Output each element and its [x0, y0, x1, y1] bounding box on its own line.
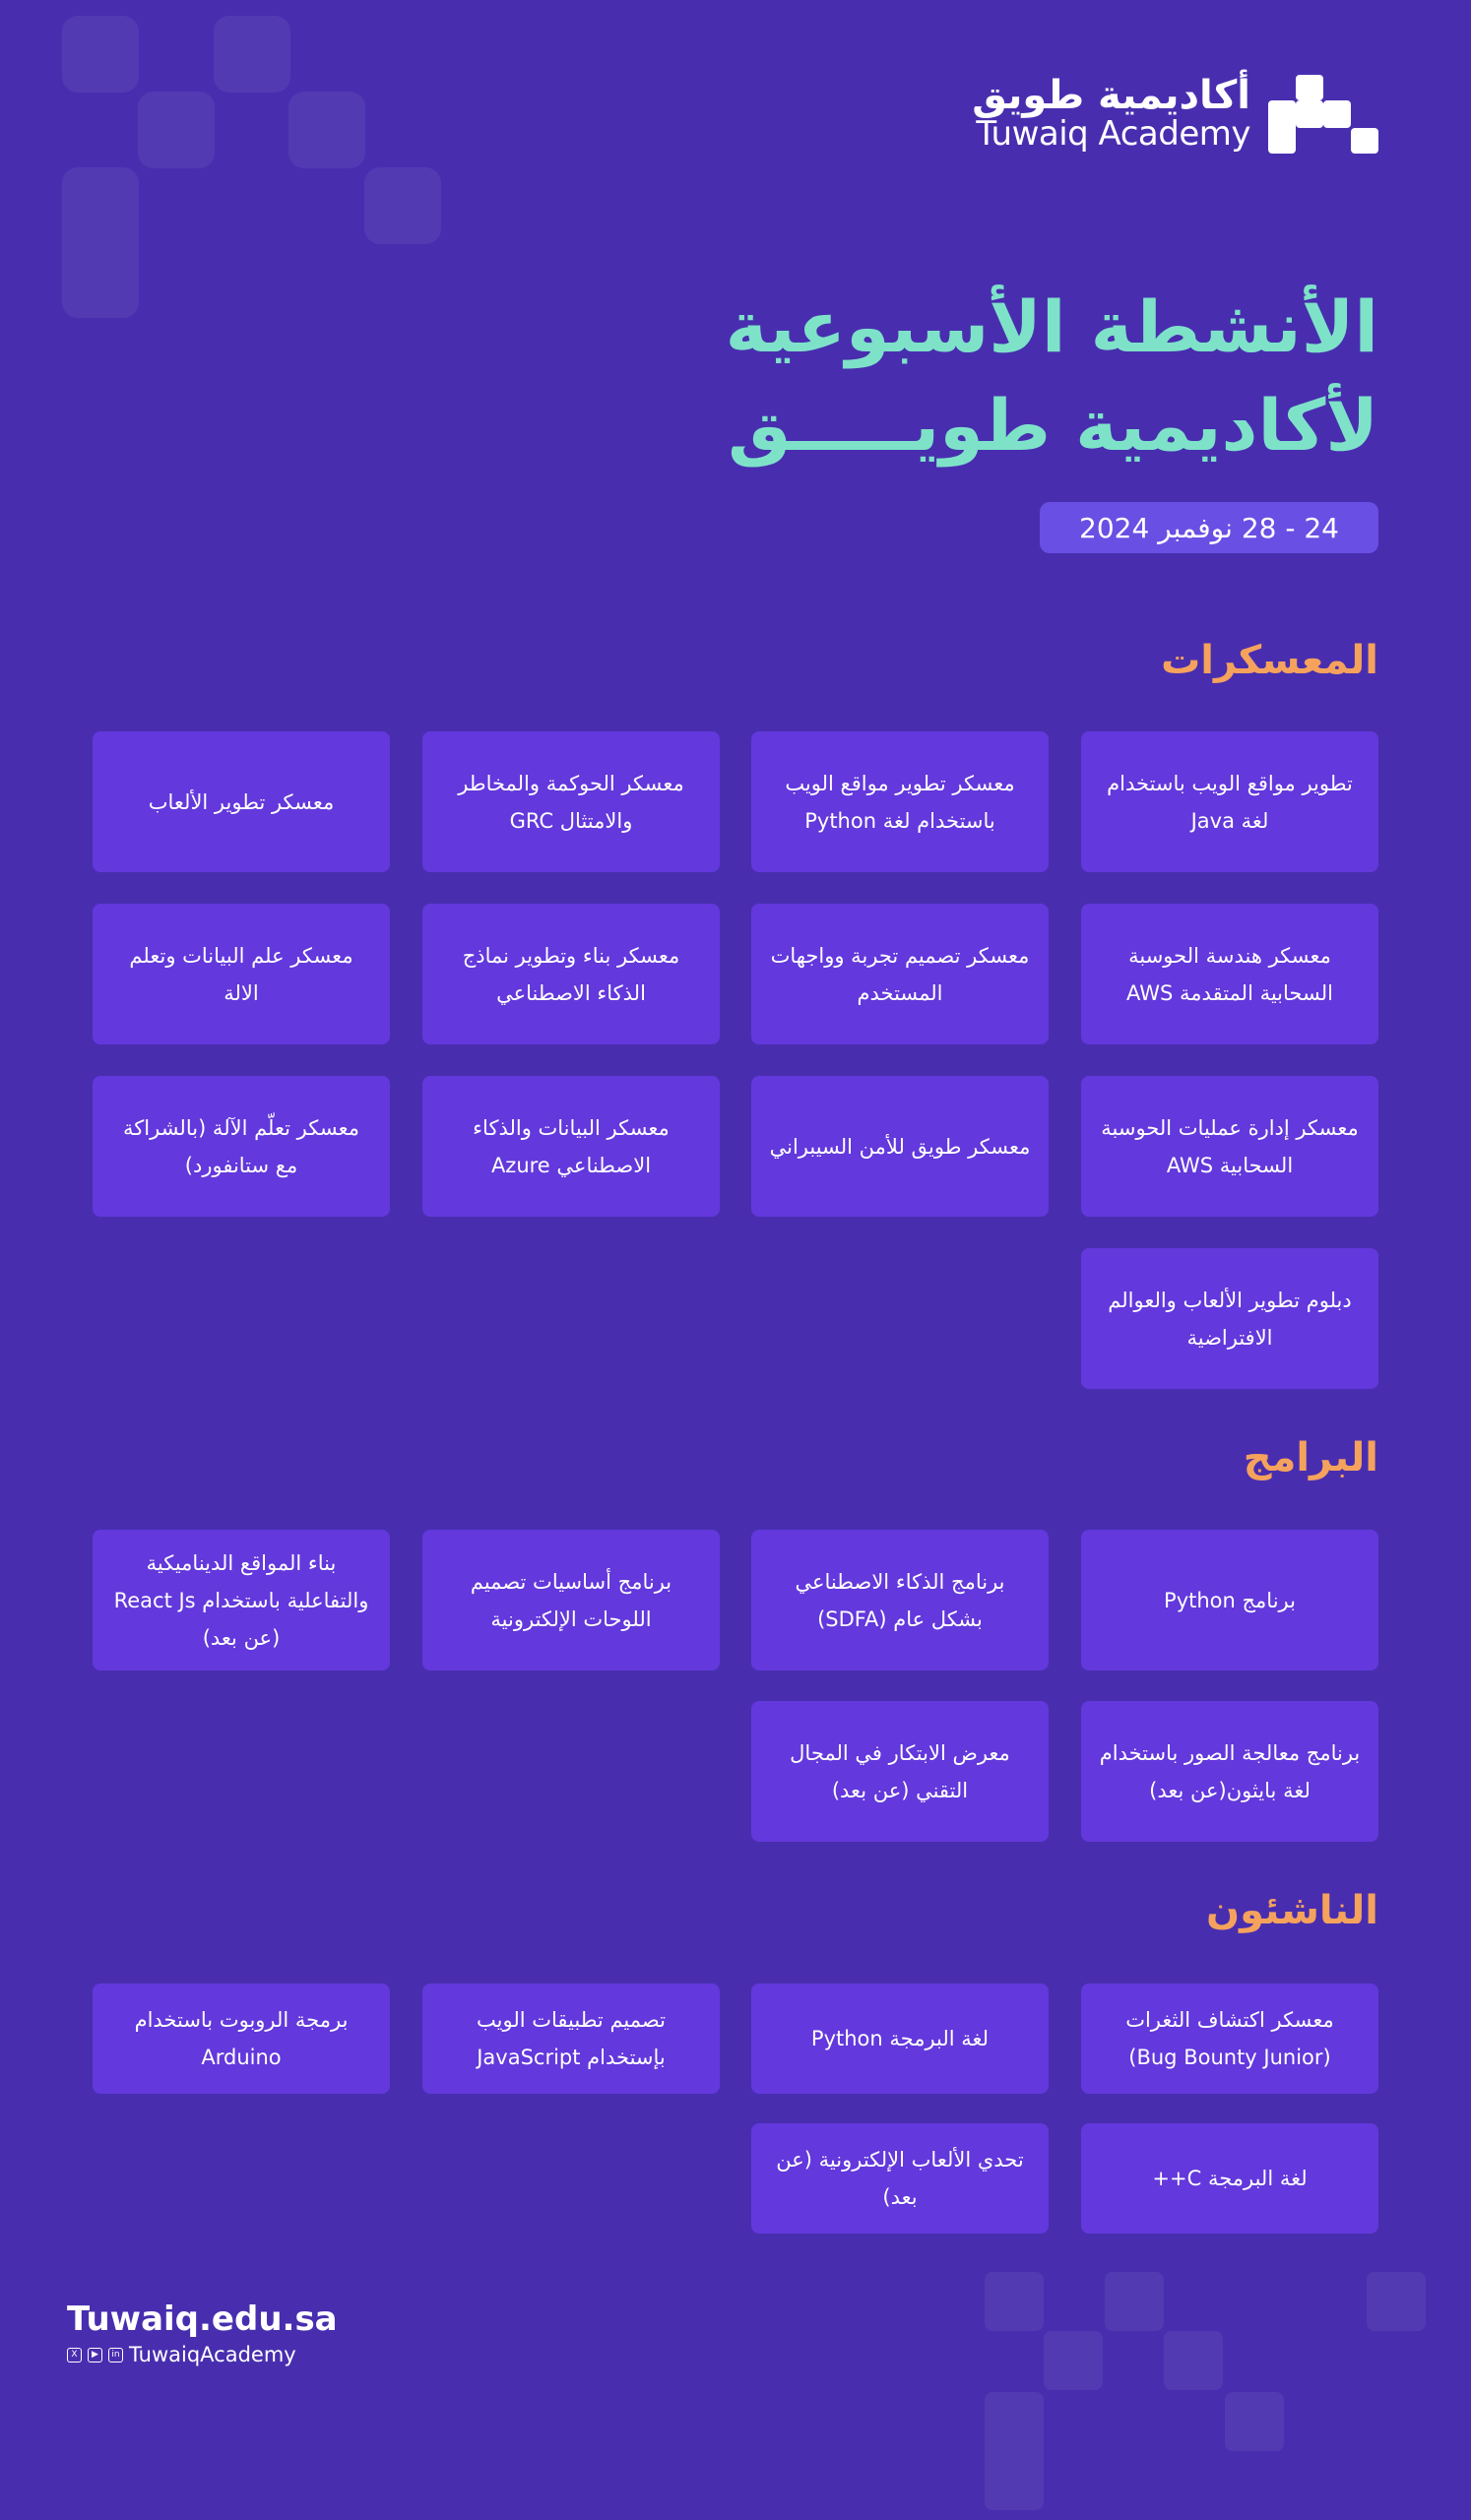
- bootcamp-card: معسكر علم البيانات وتعلم الالة: [93, 904, 390, 1044]
- decor-square: [1225, 2392, 1284, 2451]
- program-card: برنامج أساسيات تصميم اللوحات الإلكترونية: [422, 1530, 720, 1670]
- bootcamp-card: معسكر الحوكمة والمخاطر والامتثال GRC: [422, 731, 720, 872]
- title-line-1: الأنشطة الأسبوعية: [725, 285, 1378, 368]
- linkedin-icon: in: [108, 2348, 123, 2362]
- logo-english: Tuwaiq Academy: [976, 114, 1250, 154]
- program-card: برنامج الذكاء الاصطناعي بشكل عام (SDFA): [751, 1530, 1049, 1670]
- decor-square: [1044, 2331, 1103, 2390]
- bootcamp-card: معسكر إدارة عمليات الحوسبة السحابية AWS: [1081, 1076, 1378, 1217]
- junior-card: تصميم تطبيقات الويب بإستخدام JavaScript: [422, 1984, 720, 2094]
- section-title-programs: البرامج: [1243, 1435, 1378, 1480]
- bootcamp-card: معسكر بناء وتطوير نماذج الذكاء الاصطناعي: [422, 904, 720, 1044]
- decor-square: [138, 92, 215, 168]
- decor-square: [1105, 2272, 1164, 2331]
- bootcamp-card: معسكر هندسة الحوسبة السحابية المتقدمة AWS: [1081, 904, 1378, 1044]
- bootcamp-card: معسكر تطوير الألعاب: [93, 731, 390, 872]
- section-title-juniors: الناشئون: [1206, 1888, 1378, 1933]
- junior-card: معسكر اكتشاف الثغرات (Bug Bounty Junior): [1081, 1984, 1378, 2094]
- decor-square: [214, 16, 290, 93]
- junior-card: برمجة الروبوت باستخدام Arduino: [93, 1984, 390, 2094]
- program-card: برنامج Python: [1081, 1530, 1378, 1670]
- junior-card: لغة البرمجة C++: [1081, 2123, 1378, 2234]
- decor-square: [62, 16, 139, 93]
- x-icon: X: [67, 2348, 82, 2362]
- footer-website[interactable]: Tuwaiq.edu.sa: [67, 2300, 338, 2339]
- footer-handle-text: TuwaiqAcademy: [129, 2343, 296, 2366]
- section-title-bootcamps: المعسكرات: [1161, 638, 1378, 683]
- title-line-2: لأكاديمية طويـــــق: [728, 384, 1378, 467]
- decor-square: [985, 2392, 1044, 2510]
- program-card: معرض الابتكار في المجال التقني (عن بعد): [751, 1701, 1049, 1842]
- bootcamp-card: تطوير مواقع الويب باستخدام لغة Java: [1081, 731, 1378, 872]
- bootcamp-card: معسكر البيانات والذكاء الاصطناعي Azure: [422, 1076, 720, 1217]
- logo-arabic: أكاديمية طويق: [972, 73, 1250, 118]
- program-card: برنامج معالجة الصور باستخدام لغة بايثون(عن بعد): [1081, 1701, 1378, 1842]
- bootcamp-card: معسكر تعلّم الآلة (بالشراكة مع ستانفورد): [93, 1076, 390, 1217]
- program-card: بناء المواقع الديناميكية والتفاعلية باستخدام React Js (عن بعد): [93, 1530, 390, 1670]
- bootcamp-card: معسكر تصميم تجربة وواجهات المستخدم: [751, 904, 1049, 1044]
- decor-square: [62, 167, 139, 318]
- bootcamp-card: دبلوم تطوير الألعاب والعوالم الافتراضية: [1081, 1248, 1378, 1389]
- decor-square: [1164, 2331, 1223, 2390]
- tuwaiq-logo-icon: [1268, 75, 1378, 154]
- youtube-icon: ▶: [88, 2348, 102, 2362]
- bootcamp-card: معسكر تطوير مواقع الويب باستخدام لغة Python: [751, 731, 1049, 872]
- decor-square: [1367, 2272, 1426, 2331]
- decor-square: [364, 167, 441, 244]
- decor-square: [288, 92, 365, 168]
- decor-square: [985, 2272, 1044, 2331]
- bootcamp-card: معسكر طويق للأمن السيبراني: [751, 1076, 1049, 1217]
- junior-card: تحدي الألعاب الإلكترونية (عن بعد): [751, 2123, 1049, 2234]
- date-range-badge: 24 - 28 نوفمبر 2024: [1040, 502, 1378, 553]
- junior-card: لغة البرمجة Python: [751, 1984, 1049, 2094]
- page-title: [726, 278, 1378, 474]
- footer-social[interactable]: [67, 2343, 296, 2366]
